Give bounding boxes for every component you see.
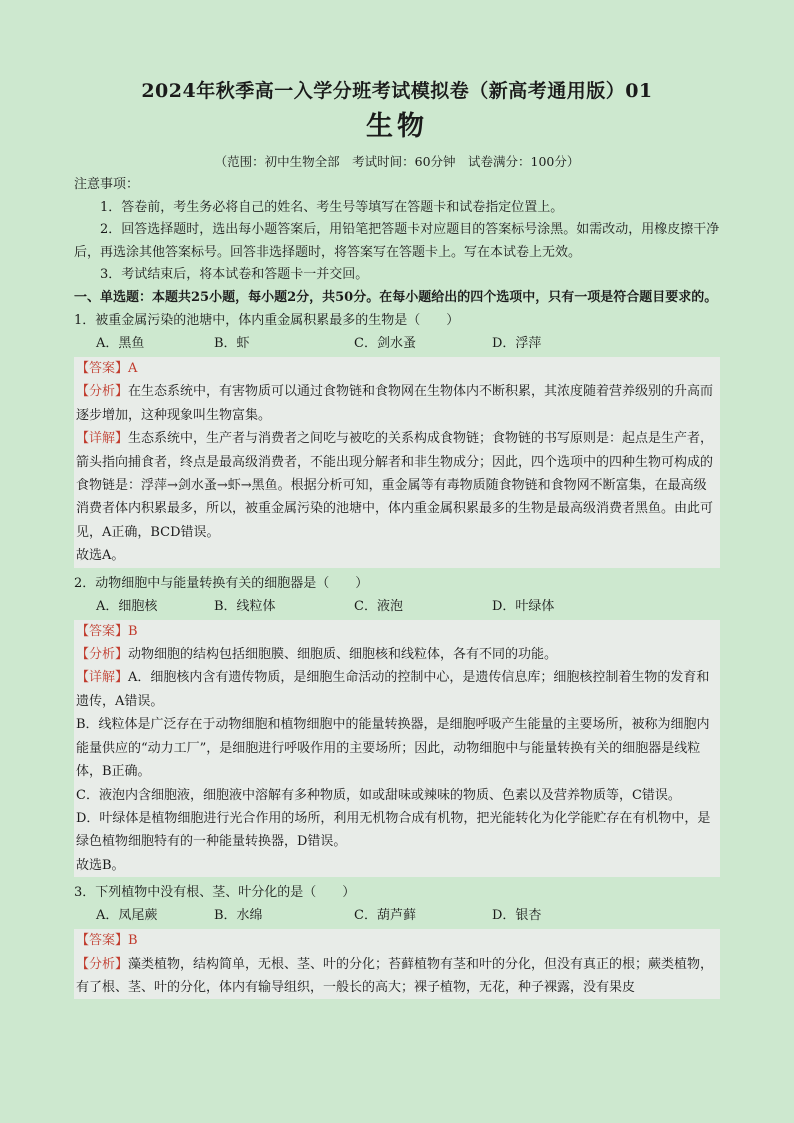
option-d: D．浮萍 bbox=[492, 336, 542, 351]
exam-page bbox=[74, 78, 720, 1003]
answer-block bbox=[74, 357, 720, 568]
analysis-text: 在生态系统中，有害物质可以通过食物链和食物网在生物体内不断积累，其浓度随着营养级别的升高而逐步增加，这种现象叫生物富集。 bbox=[76, 384, 714, 423]
detail-line: B．线粒体是广泛存在于动物细胞和植物细胞中的能量转换器，是细胞呼吸产生能量的主要场所，被称为细胞内能量供应的“动力工厂”，是细胞进行呼吸作用的主要场所；因此，动物细胞中与能量转换有关的细胞器是线粒体，B正确。 bbox=[76, 717, 710, 780]
note-item: 3．考试结束后，将本试卷和答题卡一并交回。 bbox=[100, 267, 369, 282]
option-c: C．剑水蚤 bbox=[354, 336, 416, 351]
note-item: 2．回答选择题时，选出每小题答案后，用铅笔把答题卡对应题目的答案标号涂黑。如需改动，用橡皮擦干净后，再选涂其他答案标号。回答非选择题时，将答案写在答题卡上。写在本试卷上无效。 bbox=[74, 222, 720, 260]
question-options bbox=[74, 904, 720, 927]
answer-block bbox=[74, 620, 720, 877]
answer-line bbox=[76, 620, 718, 643]
option-b: B．水绵 bbox=[214, 908, 263, 924]
answer-value: B bbox=[128, 933, 138, 949]
analysis-label: 【分析】 bbox=[76, 384, 129, 400]
analysis-text: 动物细胞的结构包括细胞膜、细胞质、细胞核和线粒体，各有不同的功能。 bbox=[128, 647, 558, 663]
analysis-line bbox=[76, 643, 718, 666]
detail-text: A．细胞核内含有遗传物质，是细胞生命活动的控制中心，是遗传信息库；细胞核控制着生物的发育和遗传，A错误。 bbox=[76, 670, 710, 709]
option-a: A．细胞核 bbox=[96, 598, 158, 614]
question-stem: 1．被重金属污染的池塘中，体内重金属积累最多的生物是（ ） bbox=[74, 313, 460, 328]
analysis-line bbox=[76, 380, 718, 427]
answer-value: B bbox=[128, 623, 138, 639]
option-a: A．黑鱼 bbox=[96, 336, 145, 351]
detail-label: 【详解】 bbox=[76, 431, 129, 447]
option-d: D．叶绿体 bbox=[492, 598, 555, 614]
question-stem: 3．下列植物中没有根、茎、叶分化的是（ ） bbox=[74, 885, 356, 901]
analysis-line bbox=[76, 953, 718, 1000]
detail-line: D．叶绿体是植物细胞进行光合作用的场所，利用无机物合成有机物，把光能转化为化学能贮存在有机物中，是绿色植物细胞特有的一种能量转换器，D错误。 bbox=[76, 810, 711, 850]
question-options bbox=[74, 595, 720, 618]
answer-block bbox=[74, 929, 720, 999]
exam-title: 2024年秋季高一入学分班考试模拟卷（新高考通用版）01 bbox=[141, 80, 653, 102]
answer-label: 【答案】 bbox=[76, 623, 129, 639]
answer-line bbox=[76, 357, 718, 380]
option-c: C．葫芦藓 bbox=[354, 908, 416, 924]
answer-line bbox=[76, 929, 718, 952]
answer-label: 【答案】 bbox=[76, 361, 129, 376]
option-a: A．凤尾蕨 bbox=[96, 908, 158, 924]
note-item: 1．答卷前，考生务必将自己的姓名、考生号等填写在答题卡和试卷指定位置上。 bbox=[100, 199, 564, 215]
question-stem: 2．动物细胞中与能量转换有关的细胞器是（ ） bbox=[74, 575, 369, 591]
analysis-label: 【分析】 bbox=[76, 647, 129, 663]
detail-line bbox=[76, 427, 718, 544]
option-b: B．线粒体 bbox=[214, 598, 276, 614]
option-c: C．液泡 bbox=[354, 598, 403, 614]
conclusion-line: 故选A。 bbox=[76, 548, 125, 564]
analysis-text: 藻类植物，结构简单，无根、茎、叶的分化；苔藓植物有茎和叶的分化，但没有真正的根；蕨类植物，有了根、茎、叶的分化，体内有输导组织，一般长的高大；裸子植物，无花，种子裸露，没有果皮 bbox=[76, 956, 714, 995]
exam-range: （范围：初中生物全部 考试时间：60分钟 试卷满分：100分） bbox=[214, 154, 580, 169]
detail-label: 【详解】 bbox=[76, 670, 129, 686]
option-b: B．虾 bbox=[214, 336, 250, 351]
detail-line: C．液泡内含细胞液，细胞液中溶解有多种物质，如或甜味或辣味的物质、色素以及营养物质等，C错误。 bbox=[76, 787, 681, 803]
option-d: D．银杏 bbox=[492, 908, 542, 924]
notes-label: 注意事项： bbox=[74, 177, 140, 192]
answer-value: A bbox=[128, 361, 138, 376]
subject-title: 生物 bbox=[366, 111, 428, 142]
detail-text: 生态系统中，生产者与消费者之间吃与被吃的关系构成食物链；食物链的书写原则是：起点是生产者，箭头指向捕食者，终点是最高级消费者，不能出现分解者和非生物成分；因此，四个选项中的四种生物可构成的食物链是：浮萍→剑水蚤→虾→黑鱼。根据分析可知，重金属等有毒物质随食物链和食物网不断富集，在最高级消费者体内积累最多，所以，被重金属污染的池塘中，体内重金属积累最多的生物是最高级消费者黑鱼。由此可见，A正确，BCD错误。 bbox=[76, 431, 714, 540]
analysis-label: 【分析】 bbox=[76, 956, 129, 972]
answer-label: 【答案】 bbox=[76, 933, 129, 949]
section-heading: 一、单选题：本题共25小题，每小题2分，共50分。在每小题给出的四个选项中，只有一项是符合题目要求的。 bbox=[74, 289, 718, 305]
detail-line bbox=[76, 666, 718, 713]
conclusion-line: 故选B。 bbox=[76, 857, 125, 873]
question-options bbox=[74, 332, 720, 355]
